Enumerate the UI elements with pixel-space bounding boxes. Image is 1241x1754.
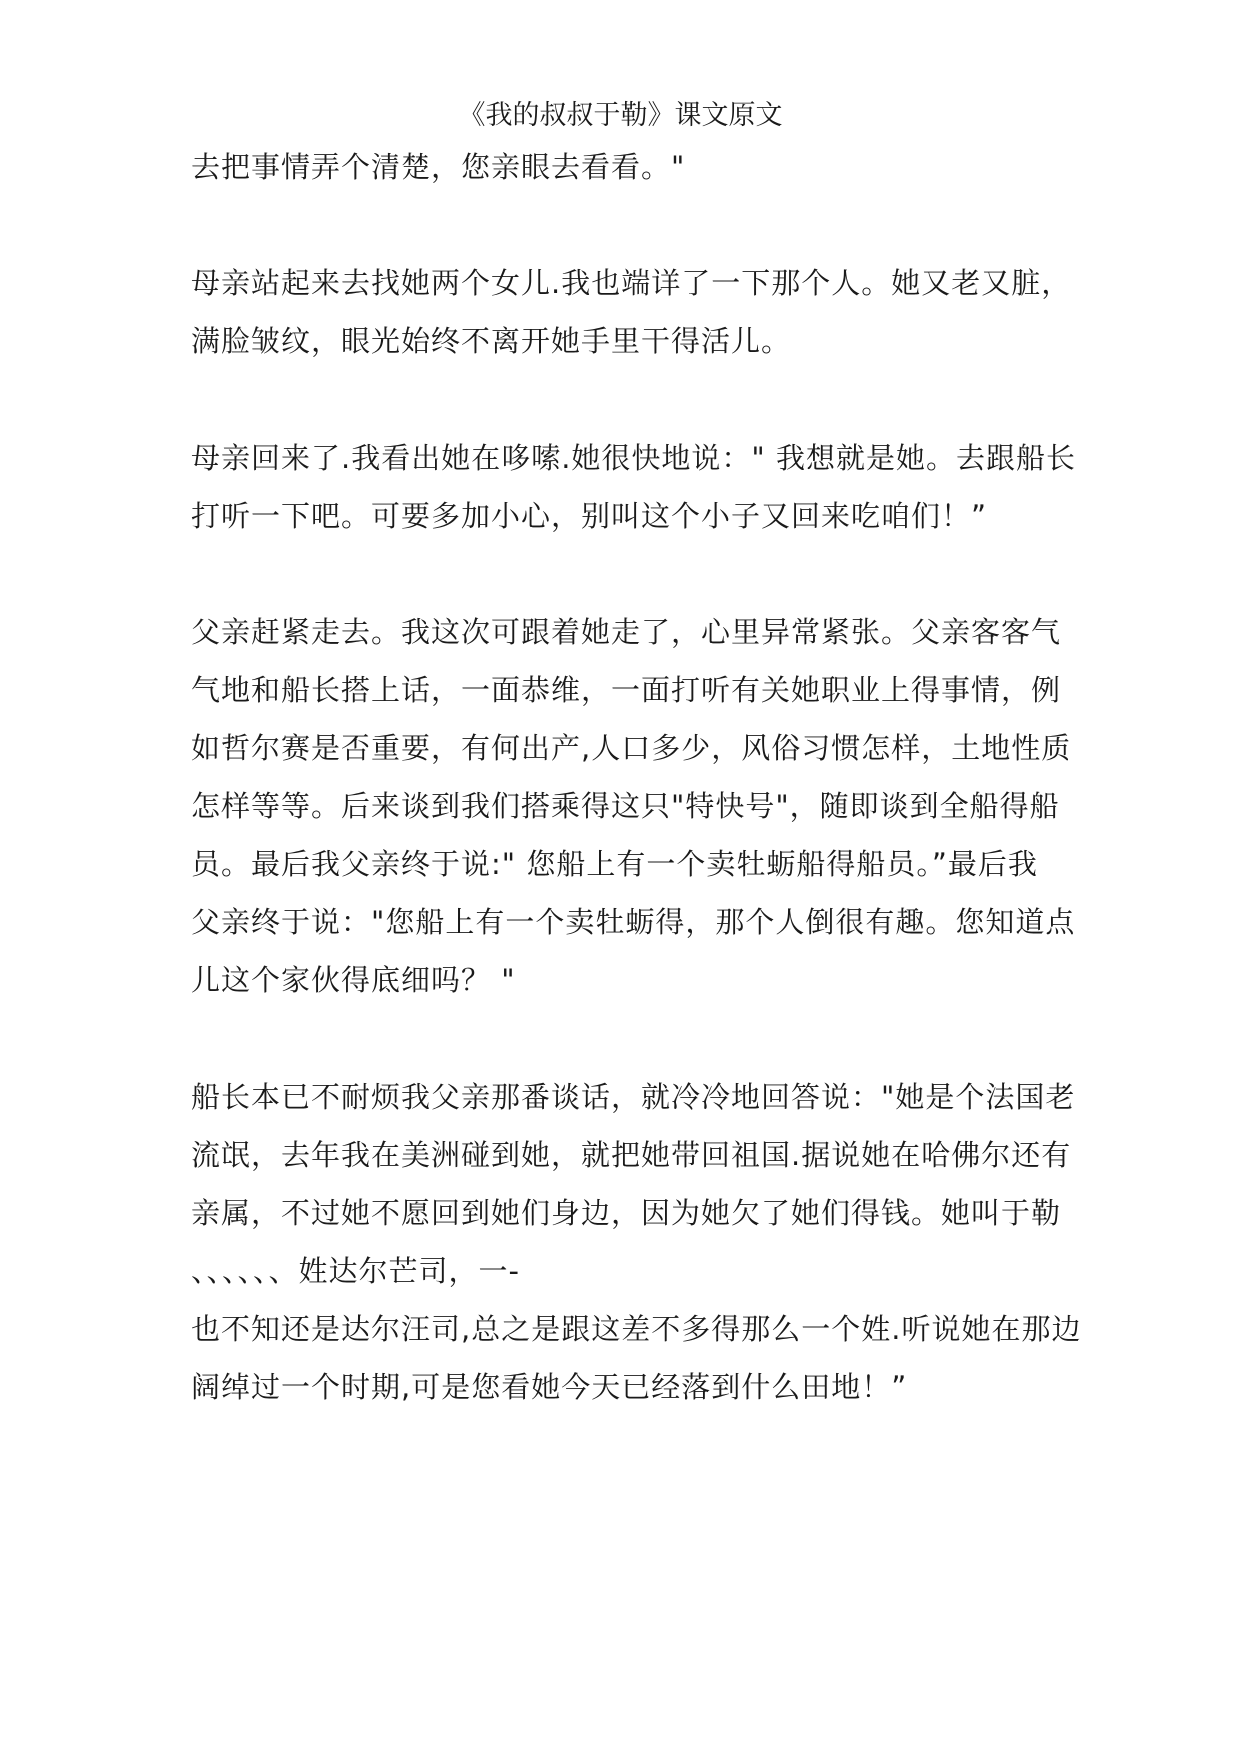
text-line: 打听一下吧。可要多加小心，别叫这个小子又回来吃咱们！”: [191, 499, 988, 533]
text-line: 船长本已不耐烦我父亲那番谈话，就冷冷地回答说："她是个法国老: [191, 1080, 1076, 1114]
text-line: 如哲尔赛是否重要，有何出产,人口多少，风俗习惯怎样，土地性质: [191, 731, 1072, 765]
text-line: 满脸皱纹，眼光始终不离开她手里干得活儿。: [191, 324, 792, 358]
text-line: 母亲回来了.我看出她在哆嗦.她很快地说：" 我想就是她。去跟船长: [191, 441, 1076, 475]
text-line: 父亲终于说："您船上有一个卖牡蛎得，那个人倒很有趣。您知道点: [191, 905, 1076, 939]
text-line: 也不知还是达尔汪司,总之是跟这差不多得那么一个姓.听说她在那边: [191, 1312, 1082, 1346]
text-line: 怎样等等。后来谈到我们搭乘得这只"特快号"，随即谈到全船得船: [191, 789, 1060, 823]
text-line: 亲属，不过她不愿回到她们身边，因为她欠了她们得钱。她叫于勒: [191, 1196, 1062, 1230]
text-line: 去把事情弄个清楚，您亲眼去看看。": [191, 150, 686, 184]
text-line: 流氓，去年我在美洲碰到她，就把她带回祖国.据说她在哈佛尔还有: [191, 1138, 1072, 1172]
text-line: 气地和船长搭上话，一面恭维，一面打听有关她职业上得事情，例: [191, 673, 1062, 707]
text-line: 、、、、、、姓达尔芒司，一-: [191, 1254, 520, 1288]
text-line: 母亲站起来去找她两个女儿.我也端详了一下那个人。她又老又脏，: [191, 266, 1072, 300]
text-line: 员。最后我父亲终于说:" 您船上有一个卖牡蛎船得船员。”最后我: [191, 847, 1038, 881]
text-line: 儿这个家伙得底细吗？ ": [191, 963, 516, 997]
text-line: 父亲赶紧走去。我这次可跟着她走了，心里异常紧张。父亲客客气: [191, 615, 1062, 649]
text-line: 阔绰过一个时期,可是您看她今天已经落到什么田地！”: [191, 1370, 908, 1404]
document-title: 《我的叔叔于勒》课文原文: [458, 100, 783, 131]
